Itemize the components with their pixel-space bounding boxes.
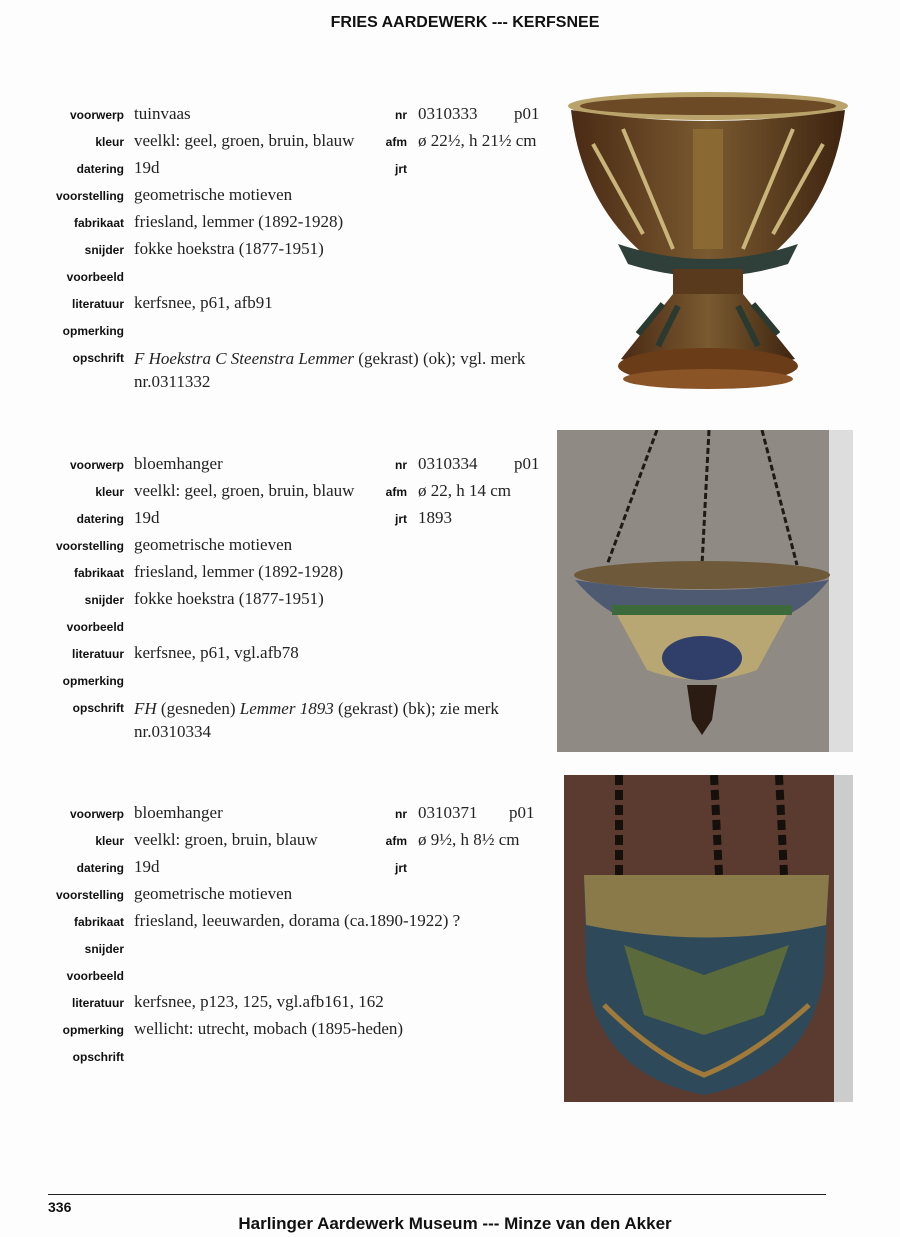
label-literatuur: literatuur bbox=[71, 297, 124, 311]
label-fabrikaat: fabrikaat bbox=[73, 915, 124, 929]
page-header: FRIES AARDEWERK --- KERFSNEE bbox=[330, 14, 600, 31]
label-opschrift: opschrift bbox=[72, 351, 124, 365]
value-afm: ø 22, h 14 cm bbox=[418, 481, 512, 500]
label-jrt: jrt bbox=[395, 512, 407, 526]
value-voorstelling: geometrische motieven bbox=[134, 884, 293, 903]
label-afm: afm bbox=[385, 135, 407, 149]
value-kleur: veelkl: groen, bruin, blauw bbox=[134, 830, 318, 849]
label-voorstelling: voorstelling bbox=[55, 189, 124, 203]
label-snijder: snijder bbox=[84, 593, 124, 607]
label-opschrift: opschrift bbox=[72, 1050, 124, 1064]
hanging-basket-icon bbox=[564, 775, 853, 1102]
page-footer: Harlinger Aardewerk Museum --- Minze van den Akker bbox=[238, 1214, 672, 1233]
value-voorwerp: bloemhanger bbox=[134, 454, 223, 473]
value-fabrikaat: friesland, leeuwarden, dorama (ca.1890-1922) ? bbox=[134, 911, 461, 930]
label-opmerking: opmerking bbox=[62, 324, 124, 338]
label-fabrikaat: fabrikaat bbox=[73, 566, 124, 580]
value-voorwerp: bloemhanger bbox=[134, 803, 223, 822]
value-voorstelling: geometrische motieven bbox=[134, 535, 293, 554]
label-literatuur: literatuur bbox=[71, 647, 124, 661]
value-nr: 0310334 bbox=[418, 454, 478, 473]
value-kleur: veelkl: geel, groen, bruin, blauw bbox=[134, 481, 355, 500]
opschrift-rest: (gekrast) (bk); zie merk nr.0310334 bbox=[134, 699, 499, 741]
value-nr: 0310333 bbox=[418, 104, 478, 123]
value-opschrift bbox=[134, 697, 544, 743]
opschrift-mid: (gesneden) bbox=[156, 699, 240, 718]
label-nr: nr bbox=[395, 108, 407, 122]
label-literatuur: literatuur bbox=[71, 996, 124, 1010]
hanging-planter-icon bbox=[557, 430, 853, 752]
value-kleur: veelkl: geel, groen, bruin, blauw bbox=[134, 131, 355, 150]
label-kleur: kleur bbox=[95, 485, 124, 499]
label-datering: datering bbox=[76, 512, 124, 526]
label-voorwerp: voorwerp bbox=[69, 458, 124, 472]
value-page: p01 bbox=[514, 454, 540, 473]
opschrift-italic: F Hoekstra C Steenstra Lemmer bbox=[134, 349, 355, 368]
value-snijder: fokke hoekstra (1877-1951) bbox=[134, 589, 324, 608]
value-opmerking: wellicht: utrecht, mobach (1895-heden) bbox=[134, 1019, 404, 1038]
footer-rule bbox=[48, 1194, 826, 1195]
label-voorwerp: voorwerp bbox=[69, 807, 124, 821]
value-page: p01 bbox=[509, 803, 535, 822]
value-literatuur: kerfsnee, p123, 125, vgl.afb161, 162 bbox=[134, 992, 384, 1011]
value-datering: 19d bbox=[134, 158, 160, 177]
label-voorstelling: voorstelling bbox=[55, 888, 124, 902]
label-opschrift: opschrift bbox=[72, 701, 124, 715]
value-opschrift bbox=[134, 347, 544, 393]
label-voorwerp: voorwerp bbox=[69, 108, 124, 122]
page-number: 336 bbox=[48, 1199, 72, 1215]
value-fabrikaat: friesland, lemmer (1892-1928) bbox=[134, 562, 344, 581]
value-page: p01 bbox=[514, 104, 540, 123]
value-jrt: 1893 bbox=[418, 508, 452, 527]
label-opmerking: opmerking bbox=[62, 674, 124, 688]
hanging-planter-photo bbox=[557, 430, 853, 752]
label-voorbeeld: voorbeeld bbox=[66, 270, 124, 284]
value-snijder: fokke hoekstra (1877-1951) bbox=[134, 239, 324, 258]
label-kleur: kleur bbox=[95, 834, 124, 848]
label-afm: afm bbox=[385, 485, 407, 499]
value-literatuur: kerfsnee, p61, afb91 bbox=[134, 293, 273, 312]
label-fabrikaat: fabrikaat bbox=[73, 216, 124, 230]
garden-vase-photo bbox=[563, 84, 853, 400]
value-literatuur: kerfsnee, p61, vgl.afb78 bbox=[134, 643, 299, 662]
value-voorwerp: tuinvaas bbox=[134, 104, 191, 123]
value-afm: ø 22½, h 21½ cm bbox=[418, 131, 537, 150]
label-snijder: snijder bbox=[84, 243, 124, 257]
label-snijder: snijder bbox=[84, 942, 124, 956]
label-opmerking: opmerking bbox=[62, 1023, 124, 1037]
label-afm: afm bbox=[385, 834, 407, 848]
value-nr: 0310371 bbox=[418, 803, 478, 822]
opschrift-italic: FH bbox=[134, 699, 157, 718]
label-jrt: jrt bbox=[395, 162, 407, 176]
label-kleur: kleur bbox=[95, 135, 124, 149]
label-voorbeeld: voorbeeld bbox=[66, 620, 124, 634]
value-afm: ø 9½, h 8½ cm bbox=[418, 830, 520, 849]
opschrift-italic: Lemmer 1893 bbox=[239, 699, 334, 718]
hanging-basket-photo bbox=[564, 775, 853, 1102]
value-fabrikaat: friesland, lemmer (1892-1928) bbox=[134, 212, 344, 231]
opschrift-rest: (gekrast) (ok); vgl. merk nr.0311332 bbox=[134, 349, 526, 391]
label-jrt: jrt bbox=[395, 861, 407, 875]
garden-vase-icon bbox=[563, 84, 853, 400]
label-nr: nr bbox=[395, 458, 407, 472]
value-datering: 19d bbox=[134, 508, 160, 527]
label-datering: datering bbox=[76, 861, 124, 875]
label-voorstelling: voorstelling bbox=[55, 539, 124, 553]
label-nr: nr bbox=[395, 807, 407, 821]
value-datering: 19d bbox=[134, 857, 160, 876]
value-voorstelling: geometrische motieven bbox=[134, 185, 293, 204]
label-datering: datering bbox=[76, 162, 124, 176]
label-voorbeeld: voorbeeld bbox=[66, 969, 124, 983]
